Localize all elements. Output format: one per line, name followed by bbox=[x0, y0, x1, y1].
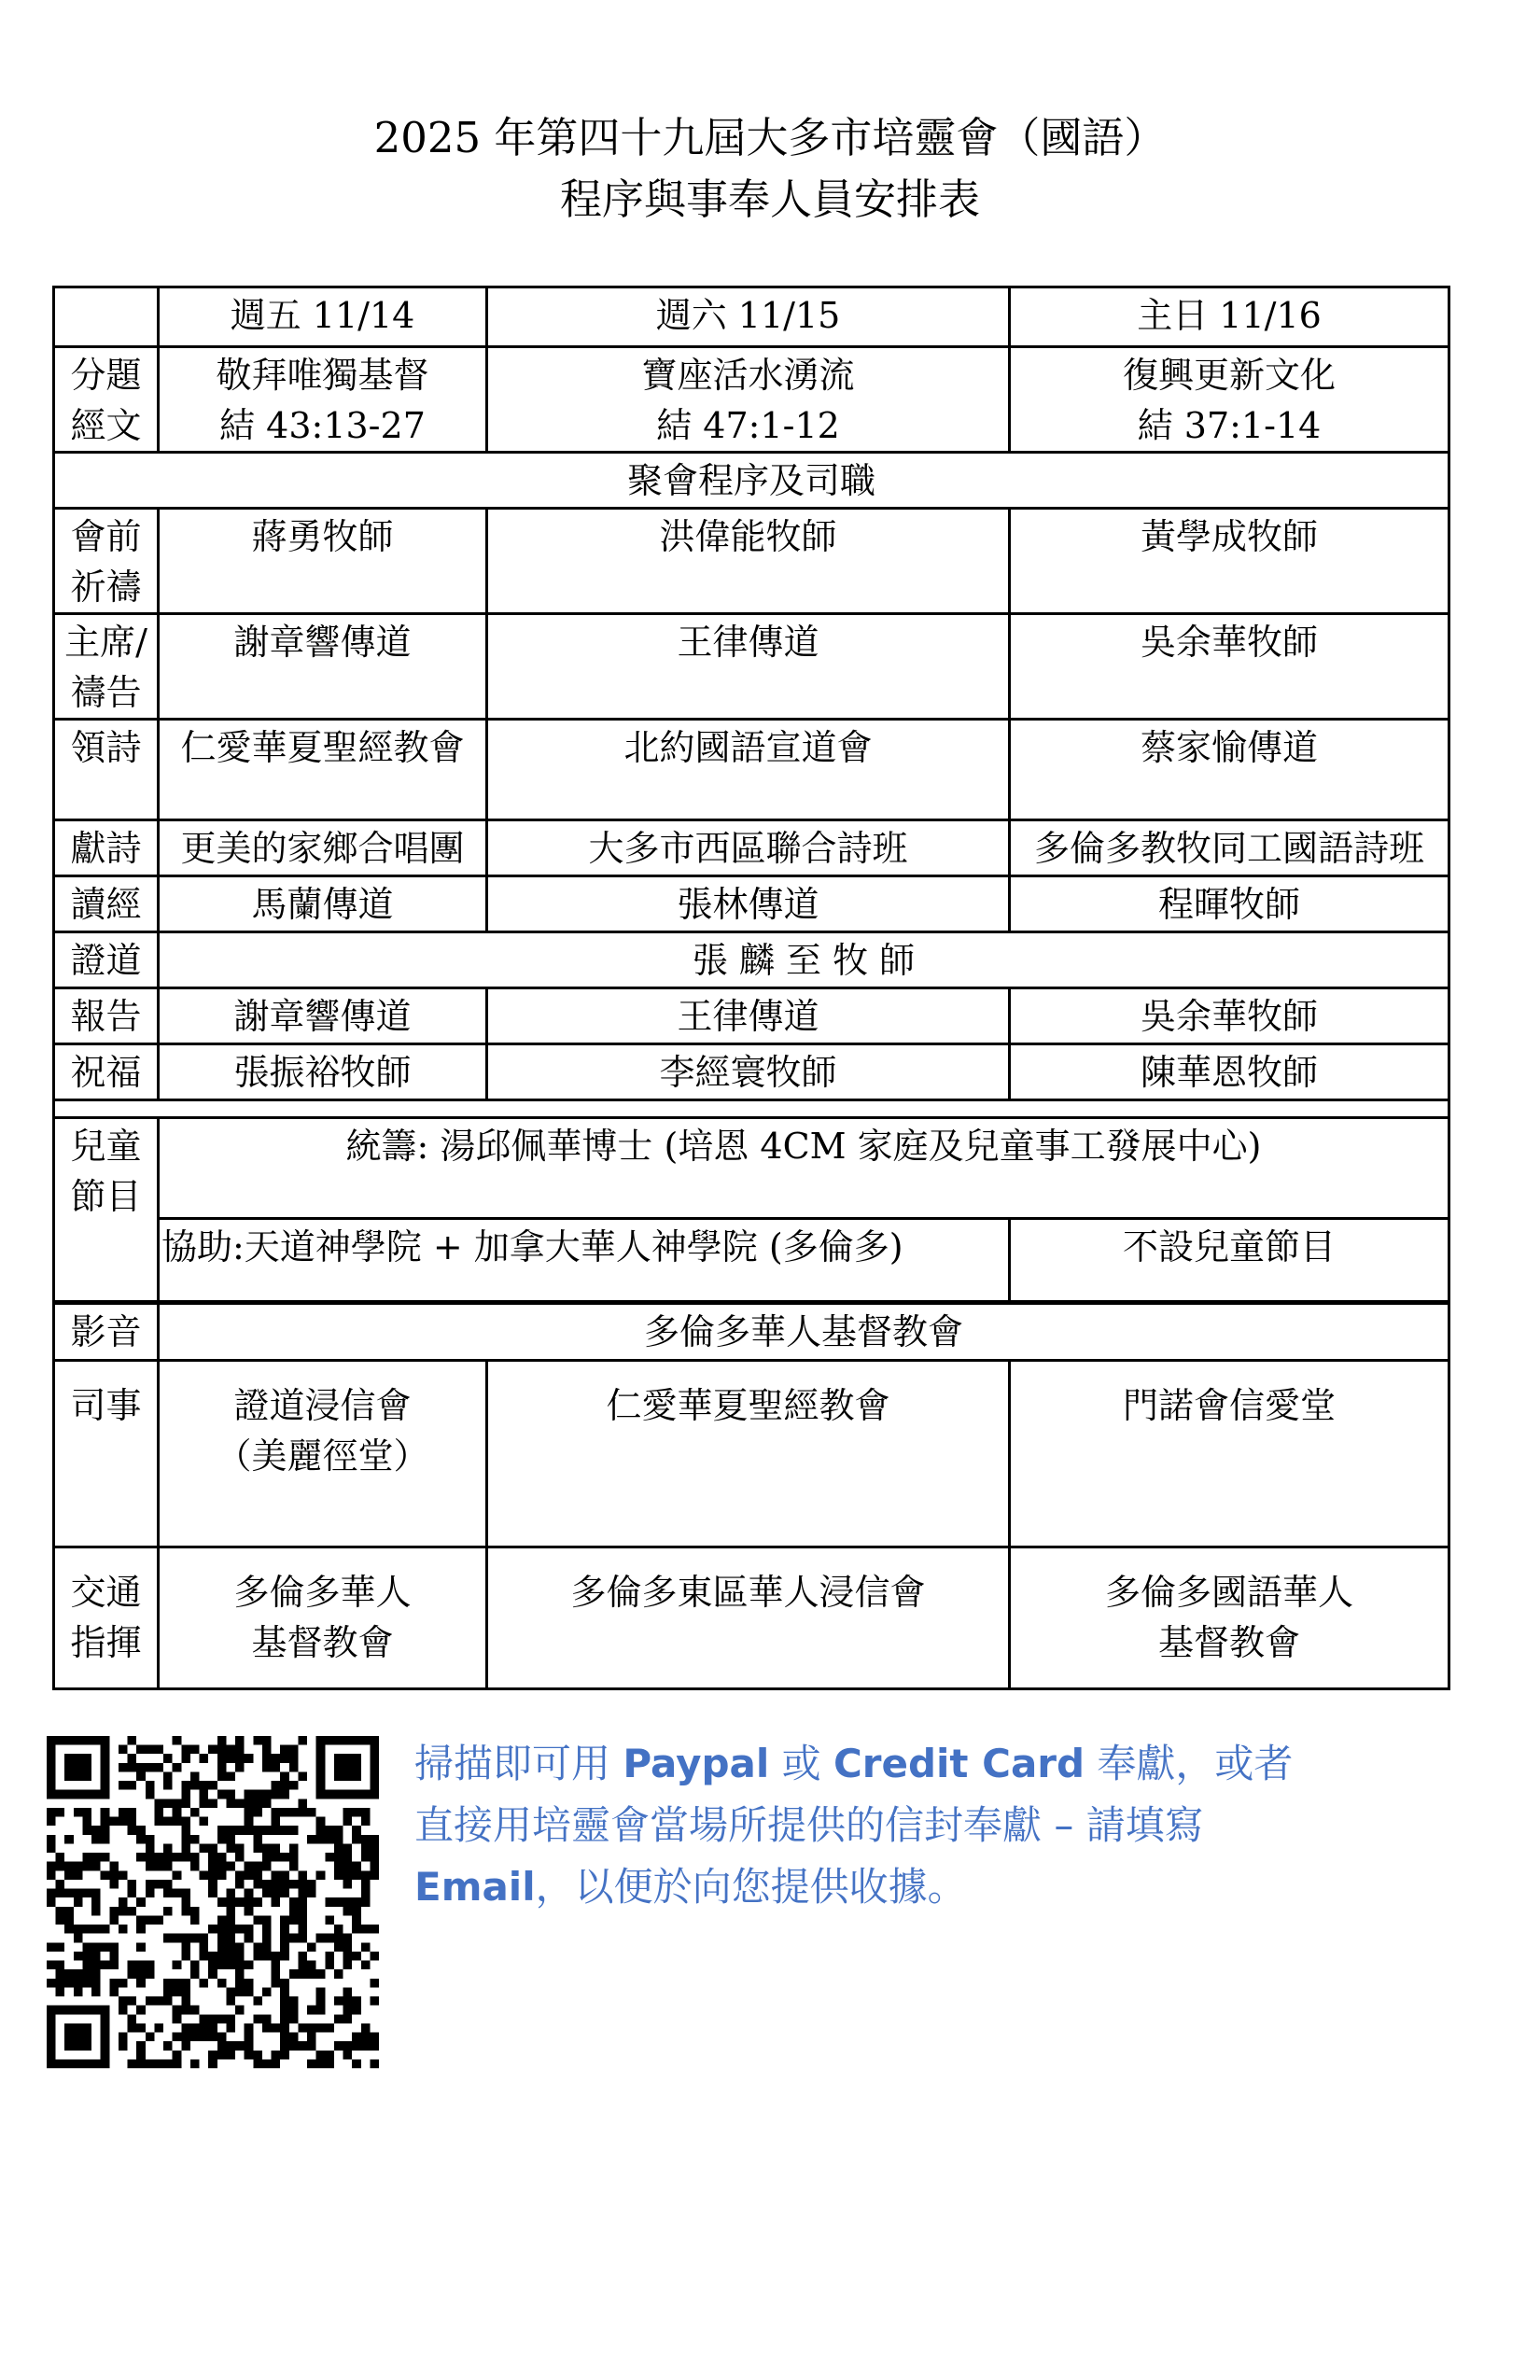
blessing-row bbox=[54, 1044, 1449, 1100]
blessing-friday: 張振裕牧師 bbox=[159, 1044, 487, 1100]
traffic-label-2: 指揮 bbox=[70, 1622, 142, 1663]
theme-friday bbox=[159, 347, 487, 453]
theme-sunday bbox=[1010, 347, 1449, 453]
reading-sunday: 程暉牧師 bbox=[1010, 876, 1449, 932]
giving-line-1-e: 奉獻，或者 bbox=[1085, 1741, 1294, 1786]
topic-saturday: 寶座活水湧流 bbox=[641, 355, 855, 396]
pre-prayer-label bbox=[54, 509, 159, 614]
lead-hymn-friday: 仁愛華夏聖經教會 bbox=[159, 720, 487, 820]
lead-hymn-saturday: 北約國語宣道會 bbox=[487, 720, 1010, 820]
children-label-1: 兒童 bbox=[70, 1126, 142, 1167]
av-row bbox=[54, 1303, 1449, 1361]
reading-saturday: 張林傳道 bbox=[487, 876, 1010, 932]
giving-line-3 bbox=[414, 1856, 1469, 1918]
traffic-sunday-1: 多倫多國語華人 bbox=[1104, 1572, 1353, 1613]
spacer-row bbox=[54, 1100, 1449, 1118]
chair-label bbox=[54, 614, 159, 720]
credit-card-label: Credit Card bbox=[833, 1741, 1085, 1786]
traffic-friday-2: 基督教會 bbox=[251, 1622, 394, 1663]
day-sunday: 主日 11/16 bbox=[1010, 287, 1449, 347]
pre-prayer-row bbox=[54, 509, 1449, 614]
traffic-label bbox=[54, 1547, 159, 1689]
children-sunday: 不設兒童節目 bbox=[1010, 1219, 1449, 1303]
children-coordinator: 統籌: 湯邱佩華博士 (培恩 4CM 家庭及兒童事工發展中心) bbox=[159, 1118, 1449, 1219]
blessing-label: 祝福 bbox=[54, 1044, 159, 1100]
spacer-cell bbox=[54, 1100, 1449, 1118]
giving-line-2: 直接用培靈會當場所提供的信封奉獻 – 請填寫 bbox=[414, 1802, 1204, 1848]
children-row-1 bbox=[54, 1118, 1449, 1219]
giving-line-1-a: 掃描即可用 bbox=[414, 1741, 623, 1786]
section-header-row bbox=[54, 453, 1449, 509]
day-header-row bbox=[54, 287, 1449, 347]
title-line-2: 程序與事奉人員安排表 bbox=[559, 175, 980, 224]
lead-hymn-row bbox=[54, 720, 1449, 820]
pre-prayer-saturday: 洪偉能牧師 bbox=[487, 509, 1010, 614]
paypal-label: Paypal bbox=[623, 1741, 770, 1786]
choir-friday: 更美的家鄉合唱團 bbox=[159, 820, 487, 876]
day-saturday: 週六 11/15 bbox=[487, 287, 1010, 347]
giving-instructions bbox=[414, 1733, 1469, 1918]
traffic-label-1: 交通 bbox=[70, 1572, 142, 1613]
av-value: 多倫多華人基督教會 bbox=[159, 1303, 1449, 1361]
reading-row bbox=[54, 876, 1449, 932]
children-label bbox=[54, 1118, 159, 1303]
theme-label bbox=[54, 347, 159, 453]
pre-prayer-label-1: 會前 bbox=[70, 516, 142, 557]
reading-friday: 馬蘭傳道 bbox=[159, 876, 487, 932]
lead-hymn-sunday: 蔡家愉傳道 bbox=[1010, 720, 1449, 820]
choir-label: 獻詩 bbox=[54, 820, 159, 876]
ushers-row bbox=[54, 1361, 1449, 1547]
corner-cell bbox=[54, 287, 159, 347]
ushers-friday-1: 證道浸信會 bbox=[233, 1385, 412, 1426]
announce-label: 報告 bbox=[54, 988, 159, 1044]
chair-row bbox=[54, 614, 1449, 720]
ushers-saturday: 仁愛華夏聖經教會 bbox=[487, 1361, 1010, 1547]
traffic-sunday-2: 基督教會 bbox=[1157, 1622, 1300, 1663]
traffic-row bbox=[54, 1547, 1449, 1689]
chair-sunday: 吳余華牧師 bbox=[1010, 614, 1449, 720]
children-label-2: 節目 bbox=[70, 1176, 142, 1217]
children-assist: 協助:天道神學院 + 加拿大華人神學院 (多倫多) bbox=[159, 1219, 1010, 1303]
theme-label-2: 經文 bbox=[70, 405, 142, 446]
chair-label-1: 主席/ bbox=[64, 622, 147, 663]
ushers-friday-2: （美麗徑堂） bbox=[216, 1435, 429, 1477]
traffic-sunday bbox=[1010, 1547, 1449, 1689]
giving-line-1 bbox=[414, 1733, 1469, 1795]
theme-label-1: 分題 bbox=[70, 355, 142, 396]
topic-friday: 敬拜唯獨基督 bbox=[216, 355, 429, 396]
qr-code-icon[interactable] bbox=[47, 1736, 379, 2068]
ushers-label: 司事 bbox=[54, 1361, 159, 1547]
giving-line-3-b: ，以便於向您提供收據。 bbox=[535, 1864, 967, 1910]
traffic-saturday: 多倫多東區華人浸信會 bbox=[487, 1547, 1010, 1689]
sermon-row bbox=[54, 932, 1449, 988]
lead-hymn-label: 領詩 bbox=[54, 720, 159, 820]
email-label: Email bbox=[414, 1864, 536, 1910]
ushers-sunday: 門諾會信愛堂 bbox=[1010, 1361, 1449, 1547]
scripture-sunday: 結 37:1-14 bbox=[1137, 405, 1322, 446]
chair-saturday: 王律傳道 bbox=[487, 614, 1010, 720]
schedule-table bbox=[52, 286, 1450, 1690]
theme-saturday bbox=[487, 347, 1010, 453]
announce-row bbox=[54, 988, 1449, 1044]
title-line-1: 2025 年第四十九屆大多市培靈會（國語） bbox=[373, 113, 1167, 162]
blessing-saturday: 李經寰牧師 bbox=[487, 1044, 1010, 1100]
sermon-label: 證道 bbox=[54, 932, 159, 988]
sermon-speaker: 張 麟 至 牧 師 bbox=[159, 932, 1449, 988]
blessing-sunday: 陳華恩牧師 bbox=[1010, 1044, 1449, 1100]
choir-sunday: 多倫多教牧同工國語詩班 bbox=[1010, 820, 1449, 876]
children-row-2 bbox=[54, 1219, 1449, 1303]
traffic-friday-1: 多倫多華人 bbox=[233, 1572, 412, 1613]
scripture-saturday: 結 47:1-12 bbox=[656, 405, 840, 446]
ushers-friday bbox=[159, 1361, 487, 1547]
section-header: 聚會程序及司職 bbox=[54, 453, 1449, 509]
announce-sunday: 吳余華牧師 bbox=[1010, 988, 1449, 1044]
reading-label: 讀經 bbox=[54, 876, 159, 932]
pre-prayer-sunday: 黃學成牧師 bbox=[1010, 509, 1449, 614]
giving-line-1-c: 或 bbox=[769, 1741, 833, 1786]
chair-friday: 謝章響傳道 bbox=[159, 614, 487, 720]
day-friday: 週五 11/14 bbox=[159, 287, 487, 347]
topic-sunday: 復興更新文化 bbox=[1122, 355, 1336, 396]
choir-saturday: 大多市西區聯合詩班 bbox=[487, 820, 1010, 876]
chair-label-2: 禱告 bbox=[70, 672, 142, 713]
announce-saturday: 王律傳道 bbox=[487, 988, 1010, 1044]
scripture-friday: 結 43:13-27 bbox=[219, 405, 426, 446]
pre-prayer-label-2: 祈禱 bbox=[70, 567, 142, 608]
traffic-friday bbox=[159, 1547, 487, 1689]
choir-row bbox=[54, 820, 1449, 876]
theme-row bbox=[54, 347, 1449, 453]
announce-friday: 謝章響傳道 bbox=[159, 988, 487, 1044]
pre-prayer-friday: 蔣勇牧師 bbox=[159, 509, 487, 614]
av-label: 影音 bbox=[54, 1303, 159, 1361]
